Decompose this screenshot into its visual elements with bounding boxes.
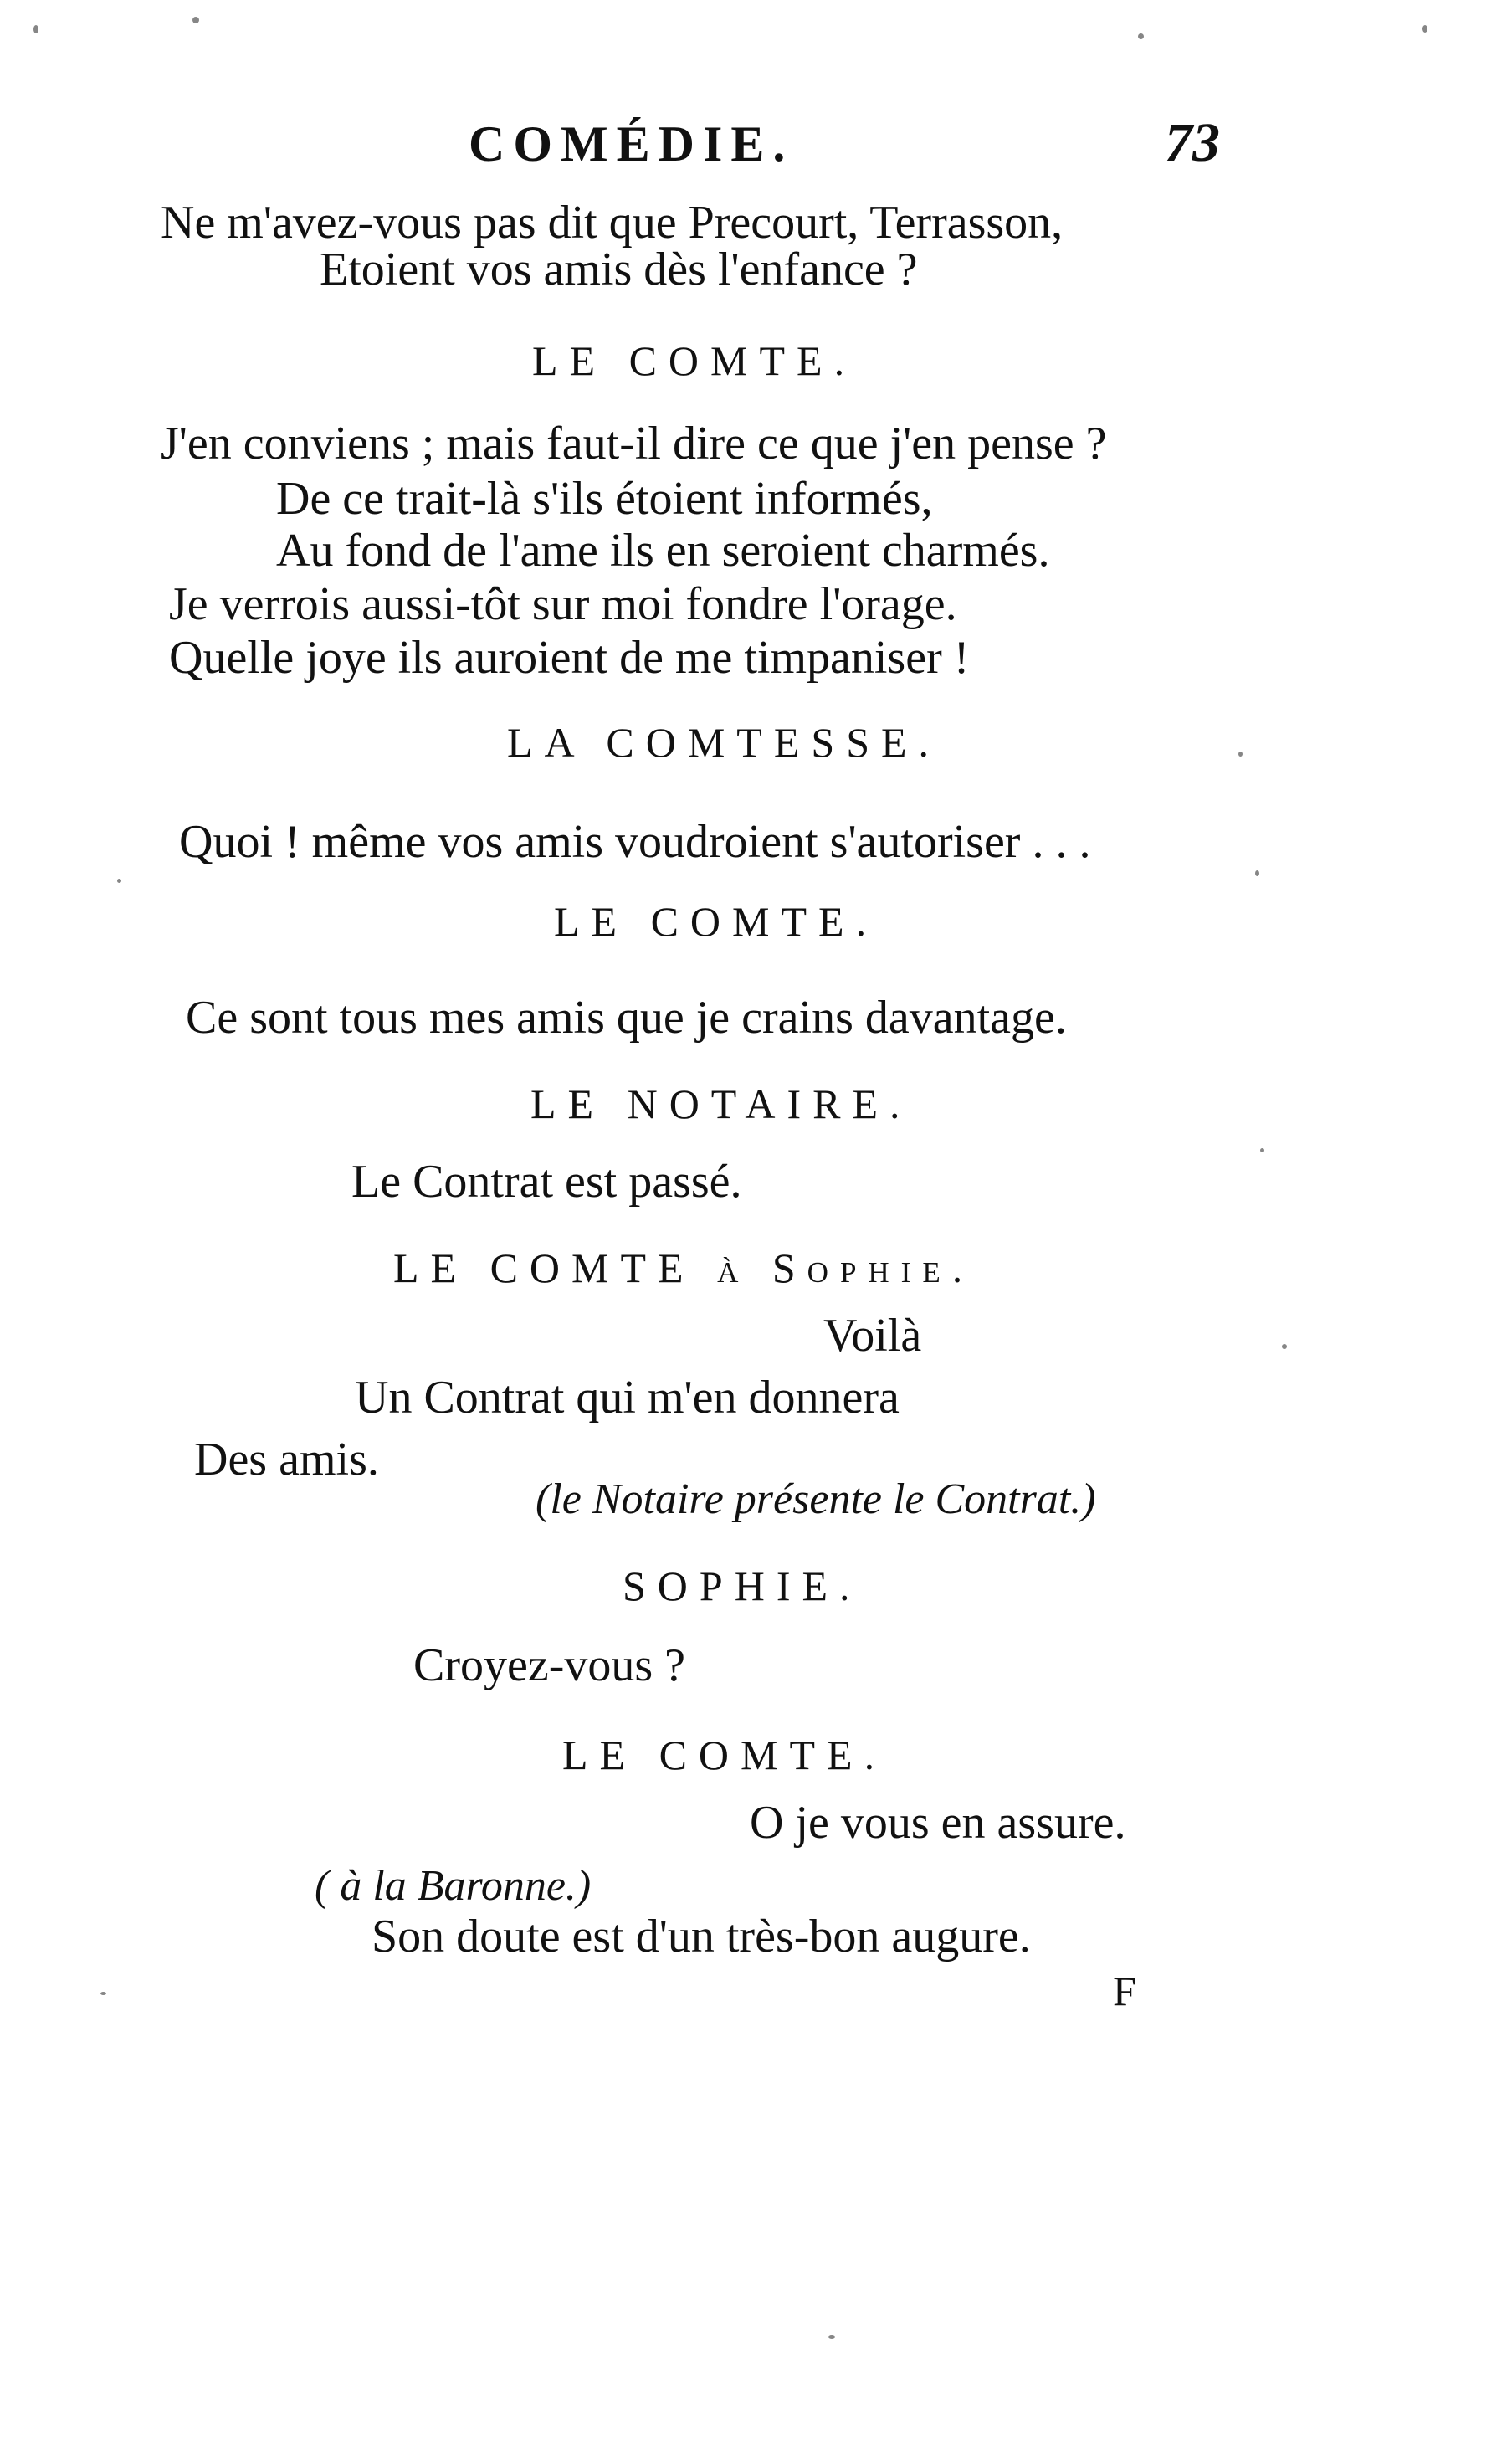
verse-line: Croyez-vous ? <box>413 1639 686 1691</box>
verse-line: J'en conviens ; mais faut-il dire ce que j'en pense ? <box>161 418 1107 469</box>
verse-line: O je vous en assure. <box>750 1797 1126 1849</box>
print-speck <box>1260 1148 1264 1152</box>
speaker-name: SOPHIE. <box>623 1562 862 1609</box>
verse-line: Des amis. <box>194 1434 379 1485</box>
verse-line: Son doute est d'un très-bon augure. <box>372 1911 1031 1962</box>
speaker-name: LE COMTE. <box>554 898 879 945</box>
print-speck <box>117 879 121 883</box>
verse-line: Etoient vos amis dès l'enfance ? <box>320 244 918 295</box>
print-speck <box>100 1992 106 1995</box>
print-speck <box>828 2335 835 2339</box>
speaker-name: LE COMTE. <box>532 337 857 384</box>
print-speck <box>1422 25 1427 33</box>
verse-line: De ce trait-là s'ils étoient informés, <box>276 473 933 525</box>
verse-line: Voilà <box>823 1310 922 1362</box>
stage-direction: ( à la Baronne.) <box>315 1862 592 1910</box>
print-speck <box>1138 33 1144 39</box>
stage-direction: (le Notaire présente le Contrat.) <box>536 1475 1096 1523</box>
verse-line: Au fond de l'ame ils en seroient charmés. <box>276 525 1050 577</box>
print-speck <box>192 17 199 23</box>
verse-line: Ce sont tous mes amis que je crains davantage. <box>186 992 1067 1044</box>
verse-line: Le Contrat est passé. <box>351 1156 742 1208</box>
print-speck <box>1255 870 1259 876</box>
speaker-name: LE COMTE à Sophie. <box>393 1244 975 1291</box>
running-header: COMÉDIE. <box>469 116 794 172</box>
page-number: 73 <box>1165 112 1220 173</box>
print-speck <box>33 25 38 33</box>
verse-line: Je verrois aussi-tôt sur moi fondre l'orage. <box>169 578 957 630</box>
speaker-name: LE COMTE. <box>562 1731 887 1778</box>
print-speck <box>1238 752 1243 757</box>
verse-line: Ne m'avez-vous pas dit que Precourt, Terrasson, <box>161 197 1064 249</box>
speaker-name: LE NOTAIRE. <box>530 1080 912 1127</box>
speaker-name: LA COMTESSE. <box>507 719 941 766</box>
verse-line: Quoi ! même vos amis voudroient s'autoriser . . . <box>179 816 1091 868</box>
verse-line: Quelle joye ils auroient de me timpaniser ! <box>169 632 970 684</box>
signature-mark: F <box>1113 1967 1136 2014</box>
print-speck <box>1282 1344 1287 1349</box>
verse-line: Un Contrat qui m'en donnera <box>355 1372 900 1424</box>
